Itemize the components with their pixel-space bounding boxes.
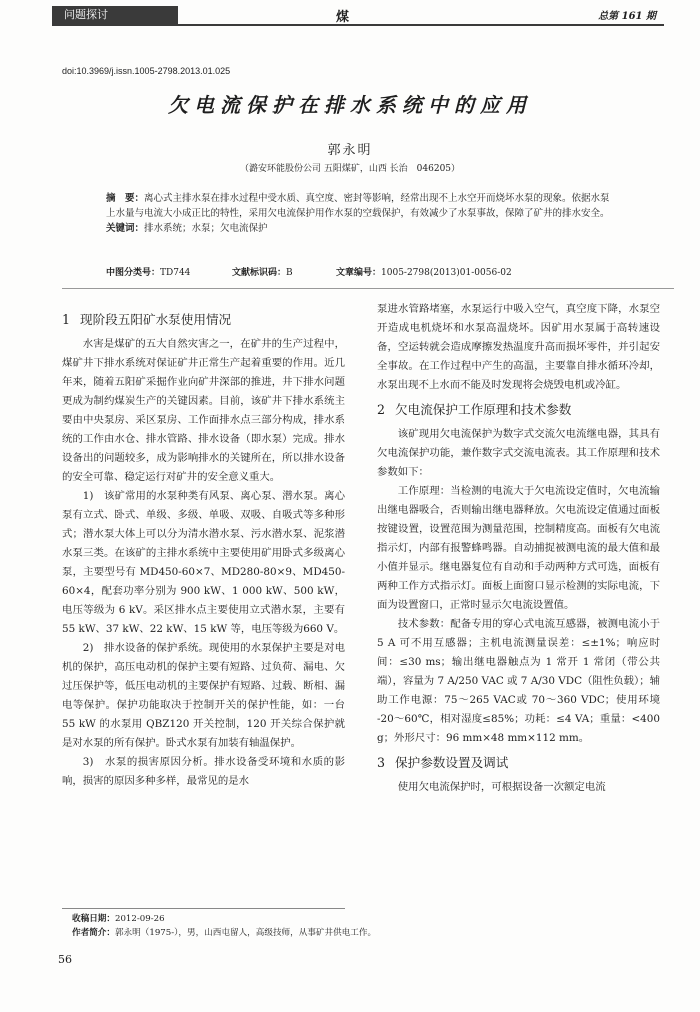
left-column (62, 305, 345, 791)
keywords-label: 关键词： (106, 223, 145, 234)
keywords (106, 221, 616, 236)
affiliation: （潞安环能股份公司 五阳煤矿，山西 长治 046205） (239, 164, 461, 174)
abstract (106, 191, 616, 221)
abstract-label: 摘 要： (106, 193, 145, 204)
section-tab: 问题探讨 (52, 6, 178, 24)
paragraph: 技术参数：配备专用的穿心式电流互感器，被测电流小于 5 A 可不用互感器；主机电流测量误差：≤±1%；响应时间：≤30 ms；输出继电器触点为 1 常开 1 常闭（带公共端），容量为 7 A/250 VAC 或 7 A/30 VDC（阻性负载）；辅助工作电源：75～265 VAC或 70～360 VDC；使用环境 -20～60℃，相对湿度≤85%；功耗：≤4 VA；重量：<400 g；外形尺寸：96 mm×48 mm×112 mm。 (377, 618, 660, 744)
abstract-text: 离心式主排水泵在排水过程中受水质、真空度、密封等影响，经常出现不上水空开而烧坏水泵的现象。依据水泵上水量与电流大小成正比的特性，采用欠电流保护用作水泵的空载保护，有效减少了水泵事故，保障了矿井的排水安全。 (106, 193, 610, 219)
paragraph: 1) 该矿常用的水泵种类有风泵、离心泵、潜水泵。离心泵有立式、卧式、单级、多级、单吸、双吸、自吸式等多种形式；潜水泵大体上可以分为清水潜水泵、污水潜水泵、泥浆潜水泵三类。在该矿的主排水系统中主要使用矿用卧式多级离心泵，主要型号有 MD450-60×7、MD280-80×9、MD450-60×4，配套功率分别为 900 kW、1 000 kW、500 kW，电压等级为 6 kV。采区排水点主要使用立式潜水泵，主要有55 kW、37 kW、22 kW、15 kW 等，电压等级为660 V。 (62, 490, 345, 635)
abstract-block (106, 191, 616, 236)
paragraph: 3) 水泵的损害原因分析。排水设备受环境和水质的影响，损害的原因多种多样，最常见的是水 (62, 756, 345, 787)
received-date: 收稿日期：2012-09-26 (72, 914, 165, 924)
paragraph: 泵进水管路堵塞，水泵运行中吸入空气，真空度下降，水泵空开造成电机烧坏和水泵高温烧坏。因矿用水泵属于高转速设备，空运转就会造成摩擦发热温度升高而损坏零件，并引起安全事故。在工作过程中产生的高温，主要靠自排水循环冷却，水泵出现不上水而不能及时发现将会烧毁电机或冷缸。 (377, 303, 660, 391)
section-heading-1: 1 现阶段五阳矿水泵使用情况 (62, 312, 232, 327)
article-number: 文章编号：1005-2798(2013)01-0056-02 (336, 268, 512, 278)
paragraph: 工作原理：当检测的电流大于欠电流设定值时，欠电流输出继电器吸合，否则输出继电器释放。欠电流设定值通过面板按键设置，设置范围为测量范围，控制精度高。面板有欠电流指示灯，内部有报警蜂鸣器。自动捕捉被测电流的最大值和最小值并显示。继电器复位有自动和手动两种方式可选，面板有两种工作方式指示灯。面板上面窗口显示检测的实际电流，下面为设置窗口，正常时显示欠电流设置值。 (377, 485, 660, 611)
section-heading-2: 2 欠电流保护工作原理和技术参数 (377, 402, 572, 417)
section-heading-3: 3 保护参数设置及调试 (377, 755, 509, 770)
issue-number: 总第 161 期 (598, 11, 656, 22)
document-code: 文献标识码：B (232, 268, 293, 278)
paragraph: 使用欠电流保护时，可根据设备一次额定电流 (397, 781, 606, 793)
author-name: 郭永明 (327, 143, 373, 158)
journal-logo: 煤 (336, 10, 350, 25)
paragraph: 该矿现用欠电流保护为数字式交流欠电流继电器，其具有欠电流保护功能，兼作数字式交流电流表。其工作原理和技术参数如下： (377, 428, 660, 478)
doi: doi:10.3969/j.issn.1005-2798.2013.01.025 (62, 66, 231, 76)
page-number: 56 (58, 953, 72, 966)
footnote-rule (62, 908, 345, 909)
clc-number: 中图分类号：TD744 (106, 268, 191, 278)
right-column (377, 300, 660, 797)
header-rule (52, 24, 664, 26)
abstract-rule (62, 288, 674, 289)
paragraph: 水害是煤矿的五大自然灾害之一，在矿井的生产过程中，煤矿井下排水系统对保证矿井正常生产起着重要的作用。近几年来，随着五阳矿采掘作业向矿井深部的推进，井下排水问题更成为制约煤炭生产的关键因素。目前，该矿井下排水系统主要由中央泵房、采区泵房、工作面排水点三部分构成，排水系统的工作由水仓、排水管路、排水设备（即水泵）完成。排水设备出的问题较多，成为影响排水的关键所在，所以排水设备的安全可靠、稳定运行对矿井的安全意义重大。 (62, 338, 345, 483)
keywords-text: 排水系统；水泵；欠电流保护 (144, 223, 268, 234)
paragraph: 2) 排水设备的保护系统。现使用的水泵保护主要是对电机的保护，高压电动机的保护主要有短路、过负荷、漏电、欠过压保护等，低压电动机的主要保护有短路、过载、断相、漏电等保护。保护功能取决于控制开关的保护性能，如：一台 55 kW 的水泵用 QBZ120 开关控制，120 开关综合保护就是对水泵的所有保护。卧式水泵有加装有轴温保护。 (62, 642, 345, 749)
article-title: 欠电流保护在排水系统中的应用 (168, 93, 532, 117)
author-bio: 作者简介：郭永明（1975-），男，山西屯留人，高级技师，从事矿井供电工作。 (72, 928, 377, 938)
